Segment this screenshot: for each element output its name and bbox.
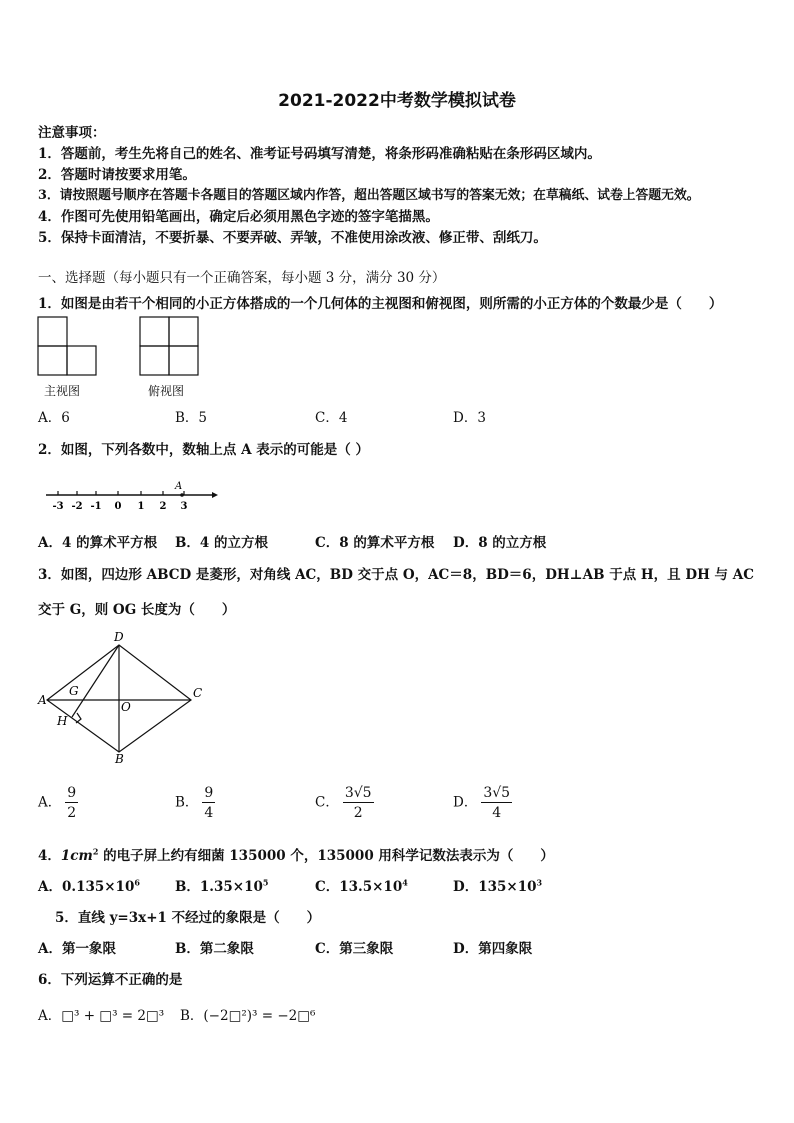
notice-heading: 注意事项：	[38, 125, 106, 141]
q4-stem-text: 的电子屏上约有细菌 135000 个，135000 用科学记数法表示为（ ）	[98, 848, 554, 864]
denominator: 2	[353, 805, 363, 821]
q4-unit-exp: 2	[92, 846, 99, 857]
q4-option-a	[38, 875, 140, 895]
question-3-stem-line2: 交于 G，则 OG 长度为（ ）	[38, 602, 236, 618]
question-1-stem: 1．如图是由若干个相同的小正方体搭成的一个几何体的主视图和俯视图，则所需的小正方体的个数最少是（ ）	[38, 296, 723, 312]
point-c-label: C	[193, 686, 203, 700]
tick-label: -3	[52, 501, 64, 512]
q5-option-a: A．第一象限	[38, 941, 116, 957]
q1-option-d: D．3	[453, 410, 486, 426]
question-2-stem: 2．如图，下列各数中，数轴上点 A 表示的可能是（ ）	[38, 442, 369, 458]
option-base: B．1.35×10	[175, 879, 263, 895]
numerator: 9	[204, 785, 214, 801]
point-d-label: D	[114, 630, 124, 644]
option-base: C．13.5×10	[315, 879, 403, 895]
notice-item-1: 1．答题前，考生先将自己的姓名、准考证号码填写清楚，将条形码准确粘贴在条形码区域内。	[38, 146, 601, 162]
notice-item-3: 3．请按照题号顺序在答题卡各题目的答题区域内作答，超出答题区域书写的答案无效；在草稿纸、试卷上答题无效。	[38, 188, 700, 203]
q4-option-b	[175, 875, 268, 895]
denominator: 4	[204, 805, 214, 821]
q2-option-a: A．4 的算术平方根	[38, 535, 158, 551]
q2-option-c: C．8 的算术平方根	[315, 535, 435, 551]
rhombus-figure	[30, 628, 210, 768]
point-a-label: A	[175, 481, 183, 492]
fraction	[481, 786, 512, 820]
page-title: 2021-2022中考数学模拟试卷	[278, 91, 516, 111]
tick-label: -1	[90, 501, 102, 512]
tick-label: 3	[180, 501, 188, 512]
q3-option-c	[315, 786, 374, 820]
question-5-stem: 5．直线 y=3x+1 不经过的象限是（ ）	[55, 910, 321, 926]
point-a-label: A	[38, 693, 47, 707]
numerator: 9	[67, 785, 77, 801]
q3-option-a	[38, 786, 78, 820]
notice-item-5: 5．保持卡面清洁，不要折暴、不要弄破、弄皱，不准使用涂改液、修正带、刮纸刀。	[38, 230, 547, 246]
q4-option-c	[315, 875, 408, 895]
option-exp: 6	[134, 877, 140, 888]
notice-item-2: 2．答题时请按要求用笔。	[38, 167, 196, 183]
option-exp: 5	[262, 877, 269, 888]
question-3-stem-line1: 3．如图，四边形 ABCD 是菱形，对角线 AC，BD 交于点 O，AC＝8，BD＝6，DH⊥AB 于点 H，且 DH 与 AC	[38, 567, 754, 583]
q5-option-d: D．第四象限	[453, 941, 533, 957]
q6-option-b: B．(−2□²)³ = −2□⁶	[180, 1008, 316, 1024]
question-6-stem: 6．下列运算不正确的是	[38, 972, 183, 988]
q5-option-c: C．第三象限	[315, 941, 394, 957]
q2-option-b: B．4 的立方根	[175, 535, 269, 551]
q3-option-d	[453, 786, 512, 820]
q1-option-c: C．4	[315, 410, 348, 426]
question-4-stem	[38, 844, 554, 864]
q6-option-a: A．□³ + □³ = 2□³	[38, 1008, 165, 1024]
tick-label: -2	[71, 501, 83, 512]
option-exp: 4	[402, 877, 408, 888]
q3-option-a-letter: A．	[38, 794, 62, 811]
q2-option-d: D．8 的立方根	[453, 535, 547, 551]
point-g-label: G	[69, 684, 79, 698]
numerator: 3√5	[344, 785, 372, 801]
denominator: 2	[67, 805, 77, 821]
q1-option-a: A．6	[38, 410, 70, 426]
option-exp: 3	[536, 877, 543, 888]
q4-number: 4．	[38, 848, 61, 864]
fraction	[65, 786, 78, 820]
q4-option-d	[453, 875, 542, 895]
q1-option-b: B．5	[175, 410, 208, 426]
option-base: A．0.135×10	[38, 879, 135, 895]
option-base: D．135×10	[453, 879, 537, 895]
tick-label: 1	[137, 501, 145, 512]
q3-option-d-letter: D．	[453, 794, 478, 811]
tick-label: 0	[114, 501, 122, 512]
q4-unit: 1cm	[60, 848, 93, 864]
q3-option-b-letter: B．	[175, 794, 199, 811]
top-view-figure	[139, 316, 201, 378]
front-view-label: 主视图	[44, 384, 81, 398]
q5-option-b: B．第二象限	[175, 941, 254, 957]
front-view-figure	[37, 316, 101, 378]
numerator: 3√5	[483, 785, 511, 801]
section-heading: 一、选择题（每小题只有一个正确答案，每小题 3 分，满分 30 分）	[38, 270, 446, 286]
point-b-label: B	[115, 752, 124, 766]
q3-option-c-letter: C．	[315, 794, 339, 811]
number-line-figure	[44, 478, 218, 514]
point-h-label: H	[57, 714, 68, 728]
top-view-label: 俯视图	[148, 384, 185, 398]
fraction	[202, 786, 215, 820]
notice-item-4: 4．作图可先使用铅笔画出，确定后必须用黑色字迹的签字笔描黑。	[38, 209, 439, 225]
q3-option-b	[175, 786, 215, 820]
tick-label: 2	[159, 501, 167, 512]
point-o-label: O	[121, 700, 131, 714]
denominator: 4	[492, 805, 502, 821]
fraction	[343, 786, 374, 820]
